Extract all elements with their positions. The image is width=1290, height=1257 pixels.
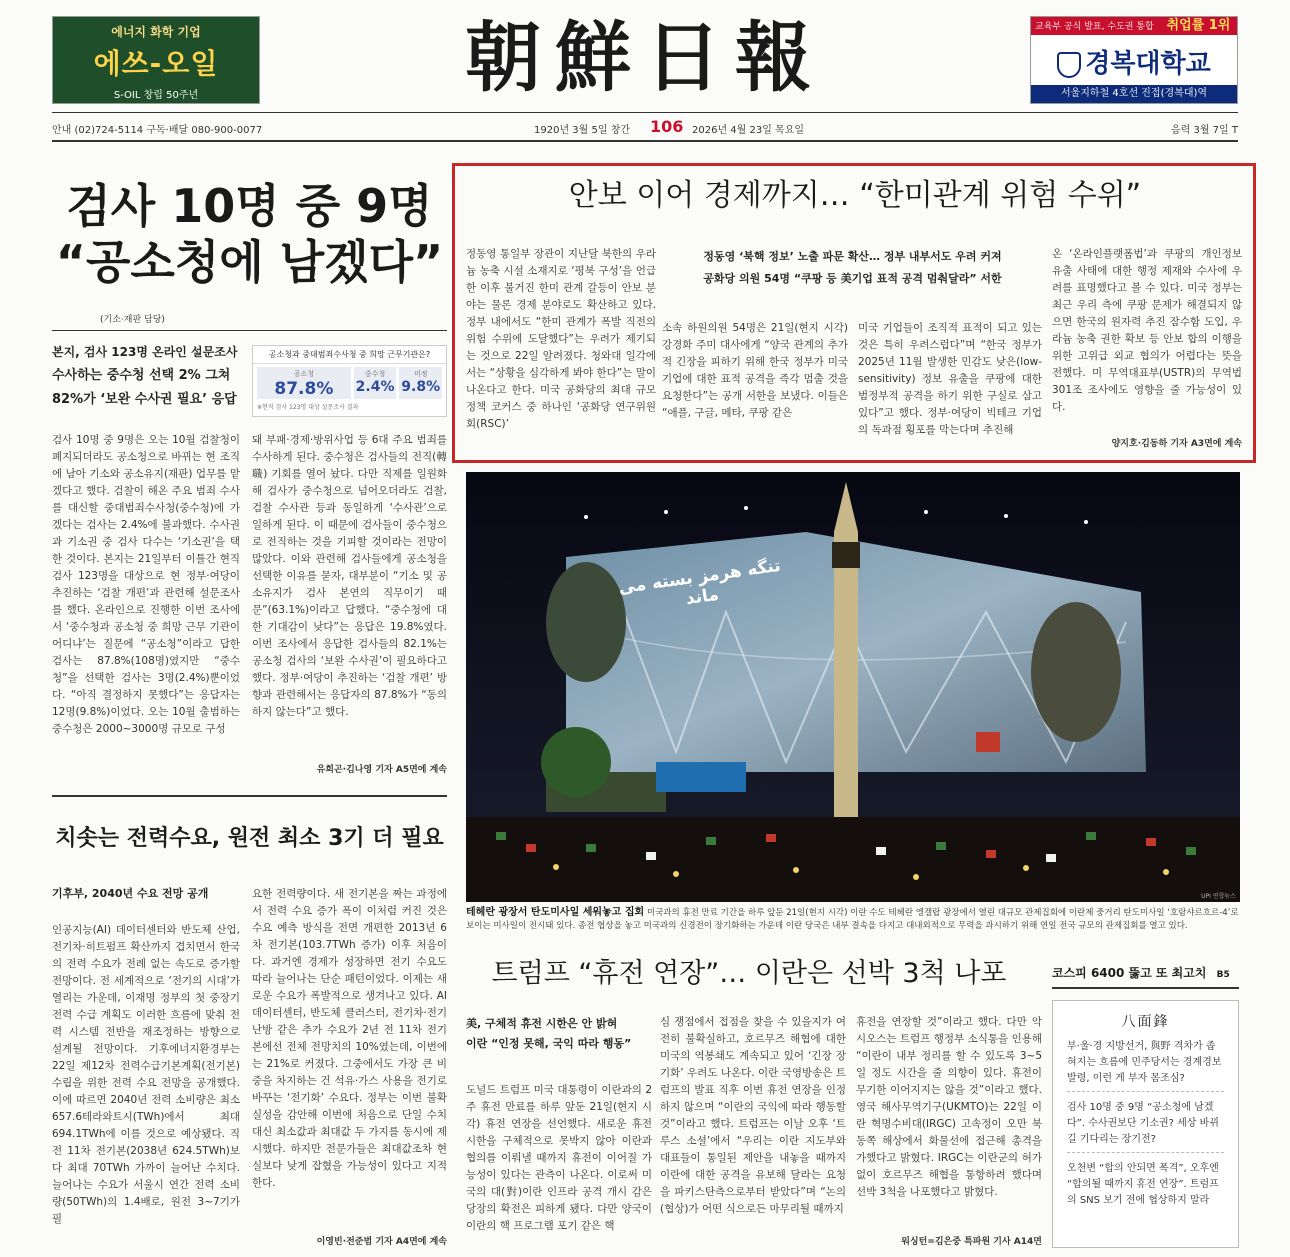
- story1-headline[interactable]: [52, 178, 447, 290]
- story2-headline[interactable]: 치솟는 전력수요, 원전 최소 3기 더 필요: [55, 826, 444, 851]
- photo-caption: [466, 906, 1240, 933]
- story4-subheads: [466, 1014, 652, 1054]
- photo-caption-title: 테헤란 광장서 탄도미사일 세워놓고 집회: [466, 907, 645, 918]
- section-divider: [52, 795, 447, 797]
- story3-headline[interactable]: 안보 이어 경제까지… “한미관계 위험 수위”: [568, 178, 1142, 213]
- story4-sub2: 이란 “인정 못해, 국익 따라 행동”: [466, 1037, 632, 1050]
- stat-note: ※현직 검사 123명 대상 설문조사 결과: [257, 404, 359, 411]
- stat-title: 공소청과 중대범죄수사청 중 희망 근무기관은?: [253, 346, 446, 364]
- story1-subheads: [52, 340, 248, 412]
- stat-label: 미정: [413, 370, 428, 378]
- ad-kyungbok[interactable]: [1030, 16, 1238, 104]
- university-emblem-icon: [1057, 52, 1081, 78]
- story3-column4: 온 ‘온라인플랫폼법’과 쿠팡의 개인정보 유출 사태에 대한 행정 제재와 수사에 우려를 표명했다고 볼 수 있다. 미국 정부는 최근 우리 측에 쿠팡 문제가 해결되지 않으면 한국의 원자력 추진 잠수함 도입, 우라늄 농축 권한 확보 등 안보 합의 이행을 위한 고위급 외교 협의가 어렵다는 뜻을 전했다. 미 무역대표부(USTR)의 무역법 301조 조사에도 영향을 줄 가능성이 있다.: [1052, 248, 1242, 413]
- newspaper-masthead[interactable]: 朝鮮日報: [465, 13, 825, 102]
- column-item: 검사 10명 중 9명 “공소청에 남겠다”. 수사권보단 기소권? 세상 바뀌길 기다리는 장기전?: [1067, 1102, 1219, 1145]
- story4-sub1: 美, 구체적 휴전 시한은 안 밝혀: [466, 1017, 618, 1030]
- ad-soil[interactable]: [52, 16, 260, 104]
- issue-number: 106: [650, 117, 684, 136]
- story3-sub2: 공화당 의원 54명 “쿠팡 등 美기업 표적 공격 멈춰달라” 서한: [703, 272, 1002, 285]
- story3-sub1: 정동영 ‘북핵 정보’ 노출 파문 확산… 정부 내부서도 우려 커져: [703, 250, 1002, 263]
- info-bar: [52, 112, 1238, 142]
- stat-value: 2.4%: [355, 379, 395, 395]
- column-item: 오천변 “합의 안되면 폭격”, 오후엔 “합의될 때까지 휴전 연장”. 트럼프의 SNS 보기 전에 협상하지 말라: [1067, 1163, 1219, 1206]
- stat-label: 중수청: [364, 370, 386, 378]
- photo-illustration: [466, 472, 1240, 902]
- ad-kyungbok-name-row: [1031, 43, 1237, 80]
- story2-sub: 기후부, 2040년 수요 전망 공개: [52, 887, 209, 900]
- story1-column2: 돼 부패·경제·방위사업 등 6대 주요 범죄를 수사하게 된다. 중수청은 검사들의 전직(轉職) 기회를 열어 놨다. 다만 직제를 일원화해 검사가 중수청으로 넘어오더라도 검찰, 검찰 수사관 등과 동일하게 ‘수사관’으로 일하게 된다. 이 때문에 검사들이 중수청으로 전직하는 것을 기피할 것이라는 전망이 많았다. 이와 관련해 검사들에게 공소청을 선택한 이유를 묻자, 대부분이 “기소 및 공소유지가 검사 본연의 직무이기 때문”(63.1%)이라고 답했다. “중수청에 대한 기대감이 낮다”는 응답은 19.8%였다. 이번 조사에서 응답한 검사들의 82.1%는 공소청 검사의 ‘보완 수사권’이 필요하다고 했다. 정부·여당이 추진하는 ‘검찰 개편’ 방향과 관련해서는 응답자의 87.8%가 “동의하지 않는다”고 했다.: [252, 434, 447, 718]
- photo-caption-text: 미국과의 휴전 만료 기간을 하루 앞둔 21일(현지 시각) 이란 수도 테헤란 엥겔랍 광장에서 열린 대규모 관제집회에 이란제 중거리 탄도미사일 ‘호람샤르흐르-4’로 보이는 미사일이 전시돼 있다. 종전 협상을 놓고 미국과의 신경전이 장기화하는 가운데 이란 당국은 내부 결속을 다지고 대내외적으로 무력을 과시하기 위해 연일 전국 규모의 관제집회를 열고 있다.: [466, 908, 1239, 931]
- ad-kyungbok-bar-text: 교육부 공식 발표, 수도권 통합: [1035, 22, 1154, 32]
- column-logo: 八面鋒: [1121, 1014, 1170, 1030]
- story2-column1: 인공지능(AI) 데이터센터와 반도체 산업, 전기차·히트펌프 확산까지 겹치면서 한국의 전력 수요가 전례 없는 속도로 증가할 전망이다. 전 세계적으로 ‘전기의 시대’가 열리는 가운데, 이재명 정부의 첫 중장기 전력 수급 계획도 이러한 흐름에 맞춰 전력 시스템 전반을 재조정하는 방향으로 설계될 전망이다. 기후에너지환경부는 22일 제12차 전력수급기본계획(전기본) 수립을 위한 전력 수요 전망을 공개했다. 이에 따르면 2040년 전력 소비량은 최소 657.6테라와트시(TWh)에서 최대 694.1TWh에 이를 것으로 예상됐다. 직전 11차 전기본(2038년 624.5TWh)보다 최대 70TWh 가까이 늘어난 수치다. 늘어나는 수요가 서울시 연간 전력 소비량(50TWh)의 1.4배로, 원전 3~7기가 필: [52, 924, 240, 1225]
- ad-soil-line1: 에너지 화학 기업: [111, 25, 201, 39]
- ad-soil-line3: S-OIL 창립 50주년: [113, 90, 199, 101]
- ad-soil-brand: 에쓰-오일: [93, 47, 219, 80]
- stat-prosecution: [257, 367, 351, 399]
- founded-date: 1920년 3월 5일 창간: [534, 125, 631, 136]
- stat-undecided: [399, 367, 442, 399]
- stat-label: 공소청: [293, 370, 315, 378]
- ad-kyungbok-name: 경복대학교: [1085, 49, 1211, 79]
- story1-sub2: 수사하는 중수청 선택 2% 그쳐: [52, 368, 231, 383]
- ad-kyungbok-foot: 서울지하철 4호선 진접(경복대)역: [1031, 85, 1237, 103]
- stat-row: [253, 364, 446, 402]
- stat-value: 87.8%: [274, 379, 334, 399]
- billboard-text: تنگه هرمز بسته می ماند: [617, 555, 782, 610]
- lunar-date: 음력 3월 7일 T: [1170, 125, 1238, 136]
- story3-column3: 미국 기업들이 조직적 표적이 되고 있는 것은 특히 우려스럽다”며 “한국 정부가 2025년 11월 발생한 민감도 낮은(low-sensitivity) 정보 유출을 쿠팡에 대한 범정부적 공격을 하기 위한 구실로 삼고 있다”고 했다. 정부·여당이 빅테크 기업의 독과점 횡포를 막는다며 추진해: [858, 322, 1042, 436]
- story1-headline-line2: “공소청에 남겠다”: [55, 235, 444, 289]
- stat-investigation: [354, 367, 397, 399]
- story3-credit: 양지호·김동하 기자 A3면에 계속: [1111, 439, 1242, 449]
- kospi-teaser-text: 코스피 6400 뚫고 또 최고치: [1052, 966, 1207, 980]
- ad-kyungbok-bar: [1031, 17, 1237, 35]
- story1-divider: [52, 330, 447, 331]
- story4-headline[interactable]: 트럼프 “휴전 연장”… 이란은 선박 3척 나포: [491, 958, 1007, 989]
- story3-column1: 정동영 통일부 장관이 지난달 북한의 우라늄 농축 시설 소재지로 ‘평북 구성’을 언급한 이후 불거진 한미 관계 갈등이 안보 분야는 물론 경제 분야로도 확산하고 있다. 정부 내에서도 “한미 관계가 폭발 직전의 위험 수위에 도달했다”는 우려가 제기되는 것으로 22일 알려졌다. 청와대 일각에서는 “상황을 심각하게 봐야 한다”는 말이 나온다고 한다. 미국 공화당의 최대 규모 정책 코커스 중 하나인 ‘공화당 연구위원회(RSC)’: [466, 248, 656, 430]
- story2-column2: 요한 전력량이다. 새 전기본을 짜는 과정에서 전력 수요 증가 폭이 이처럼 커진 것은 수요 예측 방식을 전면 개편한 2013년 6차 전기본(103.7TWh 증가) 이후 처음이다. 과거엔 경제가 성장하면 전기 수요도 따라 늘어나는 단순 패턴이었다. 이제는 새로운 수요가 폭발적으로 생겨나고 있다. AI 데이터센터, 반도체 클러스터, 전기차·전기난방 같은 추가 수요가 2년 전 11차 전기본에선 전체 전망치의 10%였는데, 이번에는 21%로 커졌다. 그중에서도 가장 큰 비중을 차지하는 건 석유·가스 사용을 전기로 바꾸는 ‘전기화’ 수요다. 정부는 이번 불확실성을 감안해 이번에 처음으로 단일 수치 대신 최소값과 최대값 두 가지를 동시에 제시했다. 하지만 전문가들은 최대값조차 현실보다 낮게 잡혔을 가능성이 있다고 지적한다.: [252, 888, 447, 1189]
- story1-credit: 유희곤·김나영 기자 A5면에 계속: [316, 765, 447, 775]
- story1-sub3: 82%가 ‘보완 수사권 필요’ 응답: [52, 392, 237, 407]
- publish-date: 2026년 4월 23일 목요일: [692, 125, 805, 136]
- story1-sub1: 본지, 검사 123명 온라인 설문조사: [52, 345, 238, 359]
- story2-credit: 이영빈·전준범 기자 A4면에 계속: [316, 1237, 447, 1247]
- palmyeonbong-column: [1052, 1000, 1239, 1248]
- story4-credit: 워싱턴=김은중 특파원 기사 A14면: [901, 1237, 1042, 1247]
- column-item: 부·울·경 지방선거, 與野 격차가 좁혀지는 흐름에 민주당서는 경계경보 발령, 이런 게 부자 몸조심?: [1067, 1041, 1222, 1084]
- story1-headline-line1: 검사 10명 중 9명: [66, 179, 433, 233]
- photo-credit: UPI 연합뉴스: [1201, 893, 1236, 900]
- story4-column1: 도널드 트럼프 미국 대통령이 이란과의 2주 휴전 만료를 하루 앞둔 21일(현지 시각) 휴전 연장을 선언했다. 새로운 휴전 시한을 구체적으로 못박지 않아 이란과 협의를 이뤄낼 때까지 휴전이 이어질 가능성이 있다는 관측이 나온다. 이로써 미국의 대(對)이란 인프라 공격 개시 감은 당장의 확전은 피하게 됐다. 다만 양국이 이란의 핵 프로그램 포기 같은 핵: [466, 1084, 652, 1232]
- tehran-rally-photo[interactable]: [466, 472, 1240, 902]
- story1-tag: (기소·재판 담당): [100, 315, 165, 325]
- story4-column3: 휴전을 연장할 것”이라고 했다. 다만 악시오스는 트럼프 행정부 소식통을 인용해 “이란이 내부 정리를 할 수 있도록 3~5일 정도 시간을 줄 의향이 있다. 휴전이 무기한 이어지지는 않을 것”이라고 했다. 영국 해사무역기구(UKMTO)는 22일 이란 혁명수비대(IRGC) 고속정이 오만 북동쪽 해상에서 화물선에 접근해 총격을 가했다고 밝혔다. IRGC는 이란군의 허가 없이 호르무즈 해협을 통항하려 했다며 선박 3척을 나포했다고 밝혔다.: [856, 1016, 1042, 1198]
- story3-column2: 소속 하원의원 54명은 21일(현지 시각) 강경화 주미 대사에게 “양국 관계의 추가적 긴장을 피하기 위해 한국 정부가 미국 기업에 대한 표적 공격을 즉각 멈출 것을 요청한다”는 공개 서한을 보냈다. 이들은 “애플, 구글, 메타, 쿠팡 같은: [662, 322, 848, 419]
- kospi-teaser[interactable]: [1052, 964, 1239, 989]
- contact-info: 안내 (02)724-5114 구독·배달 080-900-0077: [52, 125, 263, 136]
- story4-column2: 심 쟁점에서 접점을 찾을 수 있을지가 여전히 불확실하고, 호르무즈 해협에 대한 미국의 역봉쇄도 계속되고 있어 ‘긴장 장기화’ 우려도 나온다. 이란 국영방송은 트럼프의 발표 직후 이번 휴전 연장을 인정하지 않으며 “이란의 국익에 따라 행동할 것”이라고 했다. 트럼프는 이날 오후 ‘트루스 소셜’에서 “우리는 이란 지도부와 대표들이 통일된 제안을 내놓을 때까지 이란에 대한 공격을 유보해 달라는 요청을 파키스탄측으로부터 받았다”며 “논의(협상)가 어떤 식으로든 마무리될 때까지: [660, 1016, 846, 1215]
- story3-subheads: [670, 246, 1035, 290]
- story1-column1: 검사 10명 중 9명은 오는 10월 검찰청이 폐지되더라도 공소청으로 바뀌는 현 조직에 남아 기소와 공소유지(재판) 업무를 맡겠다고 했다. 검찰이 해온 주요 범죄 수사를 대신할 중대범죄수사청(중수청)에 가겠다는 검사는 2.4%에 불과했다. 수사권과 기소권 중 검사 다수는 ‘기소권’을 택한 것이다. 본지는 21일부터 이틀간 현직 검사 123명을 대상으로 현 정부·여당이 추진하는 ‘검찰 개편’과 관련해 설문조사를 했다. 온라인으로 진행한 이번 조사에서 ‘중수청과 공소청 중 희망 근무 기관이 어디냐’는 질문에 “공소청”이라고 답한 검사는 87.8%(108명)였지만 “중수청”을 선택한 검사는 3명(2.4%)뿐이었다. “아직 결정하지 못했다”는 응답자는 12명(9.8%)이었다. 오는 10월 출범하는 중수청은 2000~3000명 규모로 구성: [52, 434, 240, 735]
- stat-graphic: [252, 345, 447, 417]
- kospi-teaser-page: B5: [1216, 970, 1230, 980]
- ad-kyungbok-rank: 취업률 1위: [1166, 18, 1231, 33]
- stat-value: 9.8%: [401, 379, 441, 395]
